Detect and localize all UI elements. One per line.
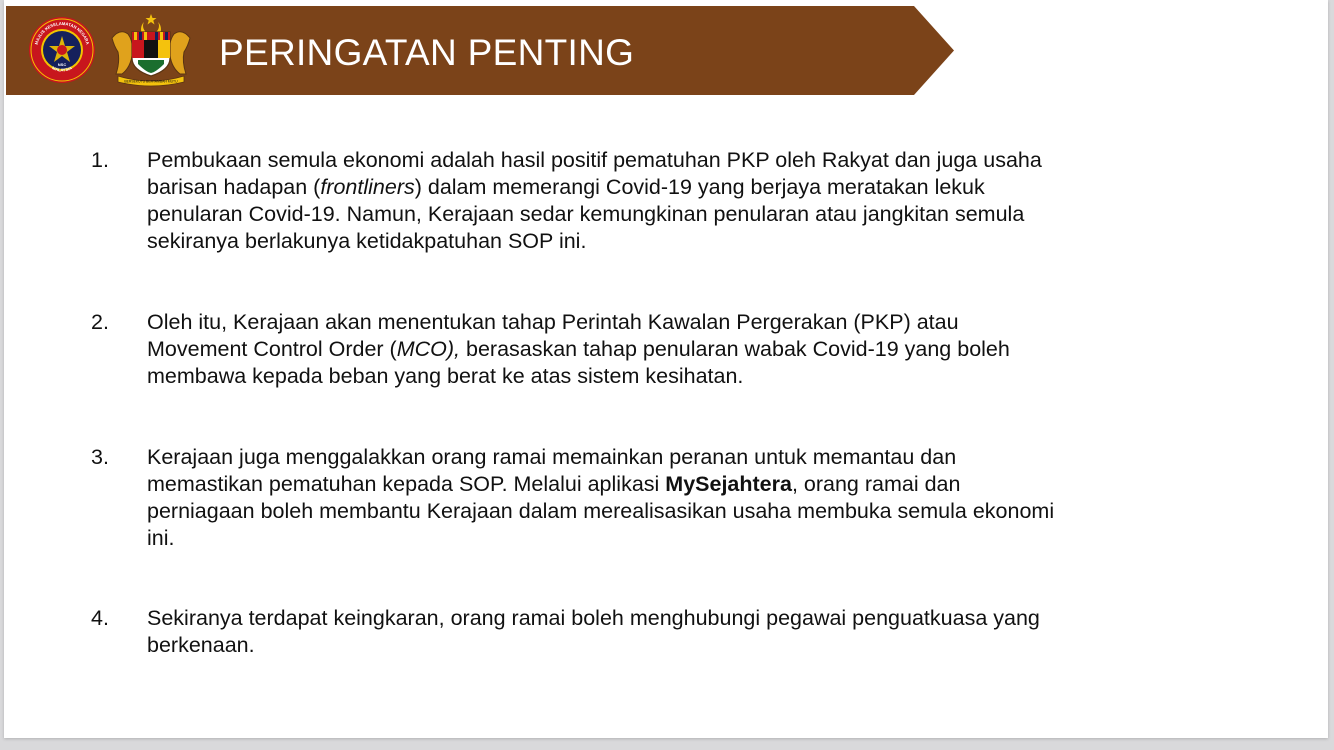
list-item-text [147, 309, 1227, 390]
text-segment: , orang ramai dan [791, 472, 961, 496]
text-segment: memastikan pematuhan kepada SOP. Melalui aplikasi [147, 472, 666, 496]
nsc-ring-text-top: MAJLIS KESELAMATAN NEGARA [33, 20, 91, 46]
nsc-center-text: NSC [57, 62, 67, 67]
text-segment: perniagaan boleh membantu Kerajaan dalam merealisasikan usaha membuka semula ekonomi [147, 499, 1055, 523]
emphasis-bold: MySejahtera [665, 472, 792, 496]
text-segment: sekiranya berlakunya ketidakpatuhan SOP ini. [147, 229, 587, 253]
text-segment: barisan hadapan ( [147, 175, 321, 199]
text-segment: Sekiranya terdapat keingkaran, orang ramai boleh menghubungi pegawai penguatkuasa yang [147, 606, 1040, 630]
list-item-number: 3. [91, 445, 109, 469]
nsc-ring-text-bottom: MALAYSIA [51, 65, 73, 73]
text-line [147, 444, 1227, 471]
list-item-text [147, 444, 1227, 552]
text-line [147, 363, 1227, 390]
text-line [147, 605, 1227, 632]
text-segment: ) dalam memerangi Covid-19 yang berjaya meratakan lekuk [414, 175, 985, 199]
emphasis-italic: MCO), [396, 337, 461, 361]
list-item-text [147, 147, 1227, 255]
text-line [147, 336, 1227, 363]
list-item-number: 4. [91, 606, 109, 630]
text-segment: berkenaan. [147, 633, 255, 657]
text-line [147, 228, 1227, 255]
text-segment: Kerajaan juga menggalakkan orang ramai memainkan peranan untuk memantau dan [147, 445, 957, 469]
slide [4, 0, 1328, 738]
text-line [147, 471, 1227, 498]
text-line [147, 525, 1227, 552]
text-segment: penularan Covid-19. Namun, Kerajaan sedar kemungkinan penularan atau jangkitan semula [147, 202, 1025, 226]
list-item-number: 2. [91, 310, 109, 334]
page-title: PERINGATAN PENTING [219, 32, 635, 73]
text-line [147, 174, 1227, 201]
text-line [147, 632, 1227, 659]
text-segment: Oleh itu, Kerajaan akan menentukan tahap Perintah Kawalan Pergerakan (PKP) atau [147, 310, 959, 334]
text-segment: Movement Control Order ( [147, 337, 397, 361]
emphasis-italic: frontliners [320, 175, 415, 199]
text-segment: berasaskan tahap penularan wabak Covid-19 yang boleh [460, 337, 1010, 361]
text-segment: ini. [147, 526, 175, 550]
list-item-number: 1. [91, 148, 109, 172]
numbered-list [4, 0, 1328, 738]
text-line [147, 309, 1227, 336]
text-segment: Pembukaan semula ekonomi adalah hasil positif pematuhan PKP oleh Rakyat dan juga usaha [147, 148, 1042, 172]
text-line [147, 147, 1227, 174]
crest-motto: BERSEKUTU BERTAMBAH MUTU [124, 79, 178, 84]
text-segment: membawa kepada beban yang berat ke atas sistem kesihatan. [147, 364, 744, 388]
text-line [147, 498, 1227, 525]
list-item-text [147, 605, 1227, 659]
text-line [147, 201, 1227, 228]
